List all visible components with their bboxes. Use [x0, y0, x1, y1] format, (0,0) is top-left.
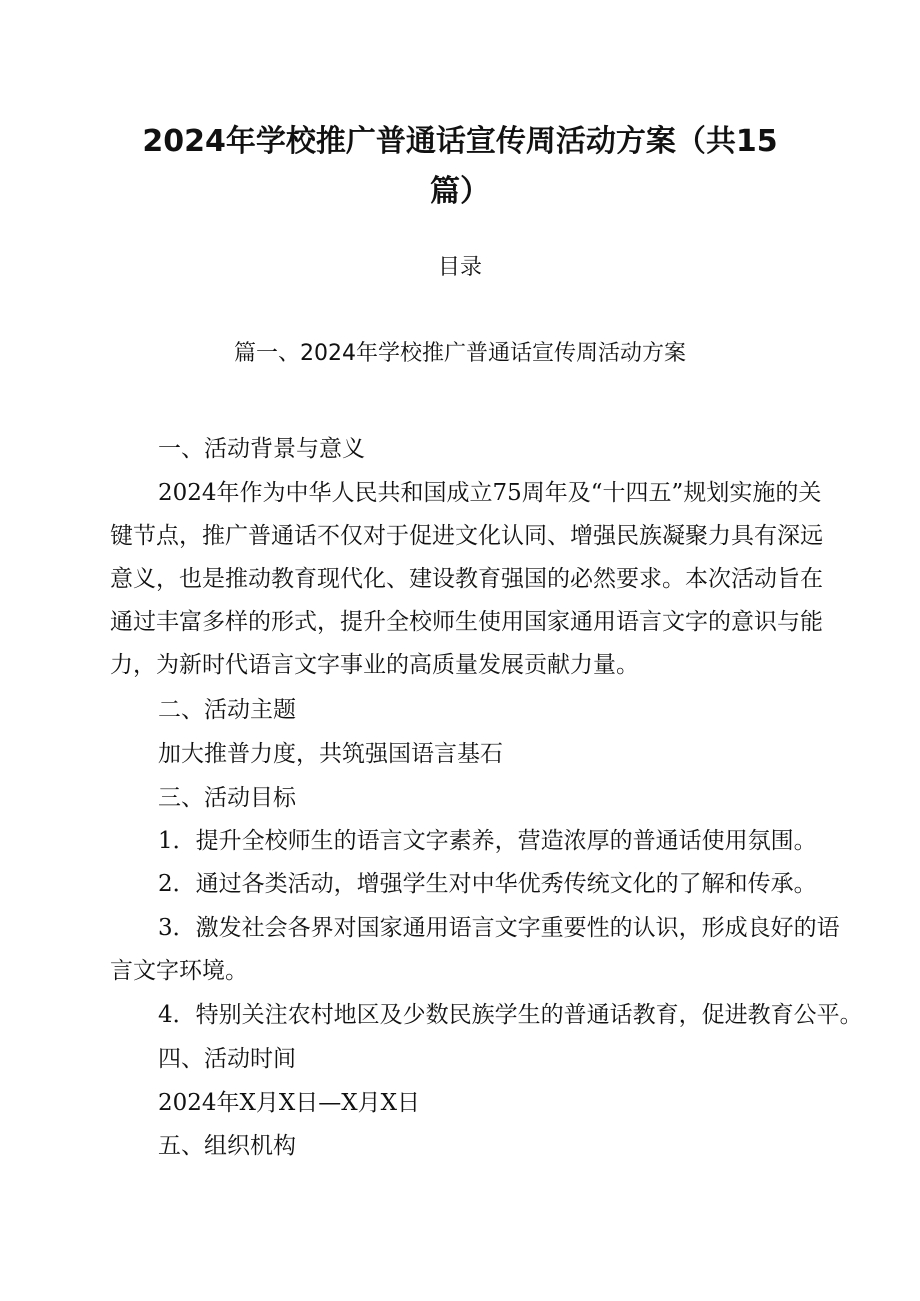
goal-item: 2．通过各类活动，增强学生对中华优秀传统文化的了解和传承。 [158, 871, 817, 897]
section1-paragraph-line: 2024年作为中华人民共和国成立75周年及“十四五”规划实施的关 [158, 480, 822, 506]
section1-paragraph-line: 意义，也是推动教育现代化、建设教育强国的必然要求。本次活动旨在 [110, 566, 823, 592]
document-title-line1: 2024年学校推广普通话宣传周活动方案（共15 [142, 124, 778, 159]
section1-paragraph-line: 力，为新时代语言文字事业的高质量发展贡献力量。 [110, 652, 639, 678]
toc-heading: 目录 [437, 255, 482, 280]
goal-item-continuation: 言文字环境。 [110, 958, 248, 984]
section2-text: 加大推普力度，共筑强国语言基石 [158, 741, 503, 767]
section1-heading: 一、活动背景与意义 [158, 436, 365, 462]
section2-heading: 二、活动主题 [158, 697, 296, 723]
part1-title: 篇一、2024年学校推广普通话宣传周活动方案 [234, 341, 686, 366]
section4-heading: 四、活动时间 [158, 1046, 296, 1072]
section5-heading: 五、组织机构 [158, 1133, 296, 1159]
document-title-line2: 篇） [430, 174, 490, 209]
section1-paragraph-line: 通过丰富多样的形式，提升全校师生使用国家通用语言文字的意识与能 [110, 609, 823, 635]
section1-paragraph-line: 键节点，推广普通话不仅对于促进文化认同、增强民族凝聚力具有深远 [110, 523, 823, 549]
goal-item: 1．提升全校师生的语言文字素养，营造浓厚的普通话使用氛围。 [158, 828, 817, 854]
section3-heading: 三、活动目标 [158, 785, 296, 811]
goal-item: 3．激发社会各界对国家通用语言文字重要性的认识，形成良好的语 [158, 915, 840, 941]
goal-item: 4．特别关注农村地区及少数民族学生的普通话教育，促进教育公平。 [158, 1002, 863, 1028]
section4-text: 2024年X月X日—X月X日 [158, 1090, 421, 1116]
